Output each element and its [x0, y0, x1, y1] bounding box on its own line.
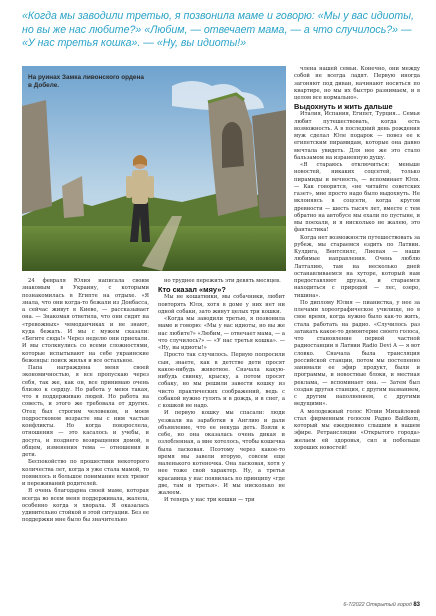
lead-quote: «Когда мы заводили третью, я позвонила маме и говорю: «Мы у вас идиоты, но вы же нас любите?» «Любим, — отвечает мама, — а что случилось?» — «У нас третья кошка». — «Ну, вы идиоты!»: [22, 10, 414, 49]
paragraph: И теперь у нас три кошки — три: [164, 497, 255, 504]
page-number: 83: [413, 602, 420, 608]
paragraph: Когда нет возможности путешествовать за рубеж, мы стараемся ездить по Латвии. Кулдига, Вентспилс, Лиепая — наши любимые направления. Очень люблю Латгалию, там на несколько дней останавливаемся на хуторе, который нам предоставляют друзья, и стараемся находиться с природой — лес, озеро, тишина».: [294, 234, 420, 299]
article-column-1: [22, 278, 149, 525]
castle-ruins-photo: [22, 66, 286, 271]
section-heading-cats: Кто сказал «мяу»?: [158, 285, 226, 295]
section-heading-travel: Выдохнуть и жить дальше: [294, 102, 393, 112]
paragraph: Папа награждена меня своей экономичностью, я все пропускаю через себя, так же, как он, все принимаю очень близко к сердцу. Но работа у меня такая, что я поддерживаю людей. Но работа на совесть, и этого же требовала от других. Отец был строгим человеком, и моем подростковом возрасте мы с ним частые конфликты. Но когда повзрослела, отношения — это касалось и учебы, и досуга, и позднего возвращения домой, в общем, изменения тема — отношения и дети.: [22, 365, 149, 458]
paragraph: Я очень благодарна своей маме, которая всегда во всем меня поддерживала, жалела, особенно когда я хворала. Я оказалась удивительно стойкой в этой ситуации. Без ее поддержки мне было бы значительно: [22, 488, 149, 524]
paragraph: «Я стараюсь отключиться: меньше новостей, никаких соцсетей, только пирамиды и вечность, — вспоминает Юля. — Как говорится, «не читайте советских газет», мне просто надо было выдохнуть. Не вклоняясь в соцсети, когда кругом древности — шесть тысяч лет, вместе с тем обратно на автобусе мы ехали по пустыне, и мы поехали, и я нисколько не жалею, это фантастика!: [294, 162, 420, 234]
paragraph: А молодежный голос Юлии Михайловой стал фирменным голосом Радио Baldkom, который мы ежедневно слышим в нашем эфире. Ретрансляции «Открытого города» желаем ей здоровья, сил и побольше хороших новостей!: [294, 408, 420, 451]
paragraph: И первую кошку мы спасали: люди уезжали на заработки в Англию и дали объявление, что ее некуда деть. Взяли к себе, но она оказалась очень дикая и озлобленная, а мне хотелось, чтобы кошечка была ласковая. Поэтому через какое-то время мы завели вторую, совсем еще маленького котеночка. Она ласковая, хотя у нее тоже свой характер. Ну, а третья красавица у нас появилась по принципу «где две, там и третья». И мы нисколько не жалеем.: [158, 410, 285, 496]
paragraph: Мы не кошатники, мы собачники, любит повторять Юля, хотя в доме у них нет ни одной собаки, зато живут целых три кошки.: [158, 294, 285, 315]
paragraph: Беспокойство по прошествии некоторого количества лет, когда я уже стала мамой, то появилось и большое понимание всех тревог и переживаний родителей.: [22, 459, 149, 487]
issue-label: 6-7/2022 Открытый город: [343, 602, 412, 608]
castle-ruins-illustration: [22, 66, 286, 271]
paragraph: но труднее пережить эти девять месяцев.: [164, 278, 281, 284]
article-column-2: [158, 278, 285, 505]
paragraph: Италия, Испания, Египет, Турция... Семья любит путешествовать, когда есть возможность. А в последний день рождения муж сделал Юле подарок — повез ее к египетским пирамидам, которые она давно мечтала увидеть. Для нее же это стало бальзамом на израненную душу.: [294, 111, 420, 161]
photo-caption: На руинах Замка ливонского ордена в Добеле.: [28, 74, 144, 89]
paragraph: «Когда мы заводили третью, я позвонила маме и говорю: «Мы у вас идиоты, но вы же нас любите?» «Любим, — отвечает мама, — а что случилось?» — «У нас третья кошка». — «Ну, вы идиоты!»: [158, 316, 285, 351]
article-column-3: [294, 66, 420, 452]
page-footer: [343, 602, 420, 608]
paragraph: 24 февраля Юлия написала своим знакомым в Украину, с которыми познакомилась в Египте на отдыхе. «Я знала, что они когда-то бежали из Донбасса, а сейчас живут в Киеве, — рассказывает она. — Знакомая ответила, что они сидят на «тревожных» чемоданчиках и не знают, куда бежать. И мы с мужем сказали: «Бегите сюда!» Через неделю они приехали. И мы столкнулись со всеми сложностями, которые испытывают на себе украинские беженцы: поиск жилья и все остальное.: [22, 278, 149, 364]
paragraph: члена нашей семьи. Конечно, они между собой не всегда ладят. Первую иногда загоняют под диван, начинают носиться по квартире, но мы их быстро разнимаем, и в целом все нормально».: [294, 66, 420, 101]
paragraph: Просто так случилось. Первую попросили сын, знаете, как в детстве дети просят какое-нибудь животное. Сначала какую-нибудь свинку, крыску, а потом просят собаку, но мы решили завести кошку из чисто практических соображений, ведь с собакой нужно гулять и в дождь, и в снег, а с кошкой не надо.: [158, 352, 285, 409]
paragraph: По диплому Юлия — пианистка, у нее за плечами хореографическое училище, но в свое время, когда нужно было как-то жить, стала работать на радио. «Случилось раз затакать какое-то демонтерие своего голоса, что становление первой частной радиостанции в Латвии Radio Devi A — я вот словко. Сначала была трансляция российской станции, потом мы постепенно занимали ее эфир продукт, были и программы, и новостные блоки, и местная реклама, — вспоминает она. — Затем был создан другая станция, с другим названием, с другим наполнением, с другими ведущими».: [294, 299, 420, 408]
